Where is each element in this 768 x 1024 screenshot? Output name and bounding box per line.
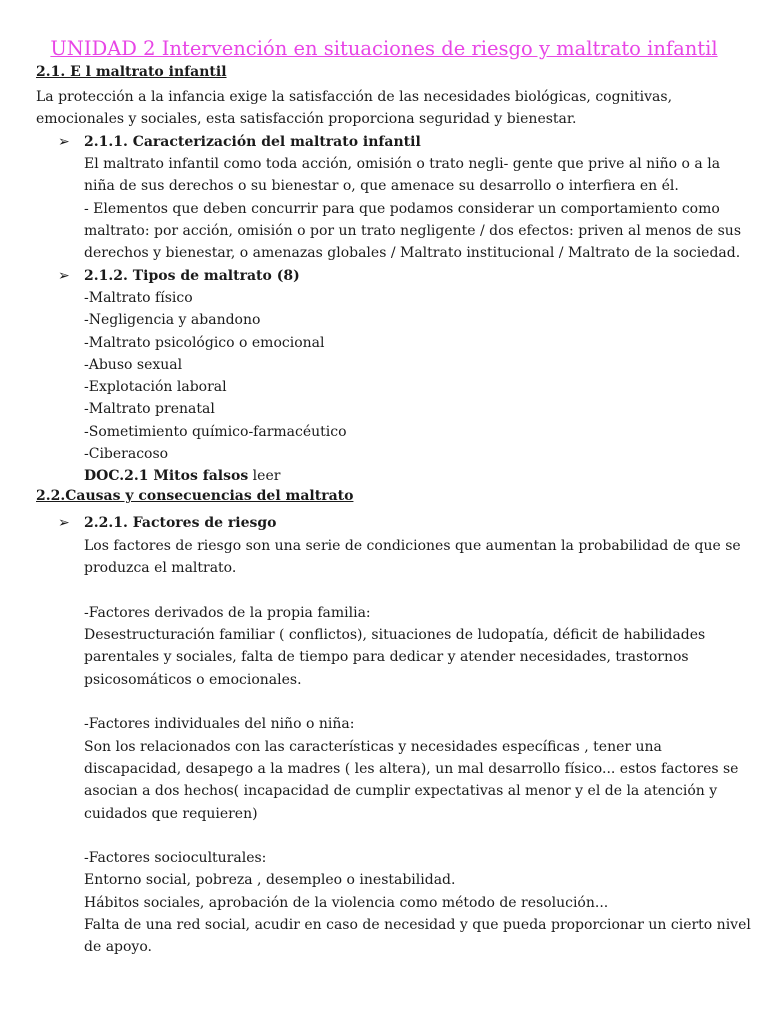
- subsection-2-2-1: [58, 512, 277, 534]
- body-line: Hábitos sociales, aprobación de la violencia como método de resolución...: [84, 894, 609, 911]
- body-line: Los factores de riesgo son una serie de condiciones que aumentan la probabilidad de que se: [84, 538, 741, 554]
- blank-line: [84, 825, 744, 847]
- body-line: niña de sus derechos o su bienestar o, que amenace su desarrollo o interfiera en él.: [84, 178, 679, 195]
- body-line: Entorno social, pobreza , desempleo o inestabilidad.: [84, 872, 456, 889]
- blank-line: [84, 691, 744, 713]
- factor-heading: -Factores individuales del niño o niña:: [84, 716, 355, 733]
- intro-line: La protección a la infancia exige la satisfacción de las necesidades biológicas, cognitivas,: [36, 89, 673, 105]
- subsection-2-1-1: [58, 131, 421, 153]
- body-line: parentales y sociales, falta de tiempo para dedicar y atender necesidades, trastornos: [84, 649, 689, 666]
- list-item: -Maltrato físico: [84, 290, 193, 306]
- risk-factors-body: [84, 535, 751, 959]
- arrow-bullet-icon: ➢: [58, 268, 70, 284]
- subsection-heading-2-2-1: 2.2.1. Factores de riesgo: [84, 515, 277, 531]
- body-line: El maltrato infantil como toda acción, omisión o trato negli- gente que prive al niño o a la: [84, 156, 721, 172]
- section-heading-2-1: 2.1. E l maltrato infantil: [36, 64, 227, 80]
- body-line: Desestructuración familiar ( conflictos), situaciones de ludopatía, déficit de habilidades: [84, 627, 706, 644]
- subsection-heading-2-1-1: 2.1.1. Caracterización del maltrato infantil: [84, 134, 421, 150]
- factor-heading: -Factores socioculturales:: [84, 850, 267, 867]
- doc-reference-label: DOC.2.1 Mitos falsos: [84, 468, 249, 485]
- blank-line: [84, 580, 744, 602]
- list-item: -Abuso sexual: [84, 356, 183, 373]
- body-line: Son los relacionados con las características y necesidades específicas , tener una: [84, 738, 662, 755]
- arrow-bullet-icon: ➢: [58, 134, 70, 150]
- body-line: - Elementos que deben concurrir para que podamos considerar un comportamiento como: [84, 200, 720, 217]
- subsection-2-1-1-body: [84, 153, 744, 264]
- list-item: -Maltrato psicológico o emocional: [84, 334, 325, 351]
- body-line: asocian a dos hechos( incapacidad de cumplir expectativas al menor y el de la atención y: [84, 783, 718, 800]
- maltrato-types-list: [84, 287, 744, 488]
- doc-reference: [84, 465, 744, 487]
- body-line: discapacidad, desapego a la madres ( les altera), un mal desarrollo físico... estos factores se: [84, 760, 739, 777]
- intro-paragraph: [36, 86, 736, 131]
- page-title: UNIDAD 2 Intervención en situaciones de riesgo y maltrato infantil: [50, 37, 718, 60]
- arrow-bullet-icon: ➢: [58, 515, 70, 531]
- list-item: -Ciberacoso: [84, 446, 169, 463]
- body-line: psicosomáticos o emocionales.: [84, 671, 302, 688]
- intro-line: emocionales y sociales, esta satisfacción proporciona seguridad y bienestar.: [36, 111, 577, 128]
- body-line: Falta de una red social, acudir en caso de necesidad y que pueda proporcionar un cierto nivel: [84, 917, 751, 934]
- list-item: -Sometimiento químico-farmacéutico: [84, 423, 347, 440]
- body-line: cuidados que requieren): [84, 805, 258, 822]
- section-heading-2-2: 2.2.Causas y consecuencias del maltrato: [36, 488, 354, 504]
- subsection-heading-2-1-2: 2.1.2. Tipos de maltrato (8): [84, 268, 300, 284]
- list-item: -Negligencia y abandono: [84, 312, 261, 329]
- body-line: produzca el maltrato.: [84, 560, 237, 577]
- body-line: maltrato: por acción, omisión o por un trato negligente / dos efectos: priven al menos de sus: [84, 222, 742, 239]
- body-line: de apoyo.: [84, 939, 152, 956]
- list-item: -Explotación laboral: [84, 379, 227, 396]
- subsection-2-1-2: [58, 265, 300, 287]
- factor-heading: -Factores derivados de la propia familia:: [84, 604, 371, 621]
- body-line: derechos y bienestar, o amenazas globales / Maltrato institucional / Maltrato de la sociedad.: [84, 245, 741, 262]
- doc-reference-note: leer: [248, 468, 281, 485]
- list-item: -Maltrato prenatal: [84, 401, 215, 418]
